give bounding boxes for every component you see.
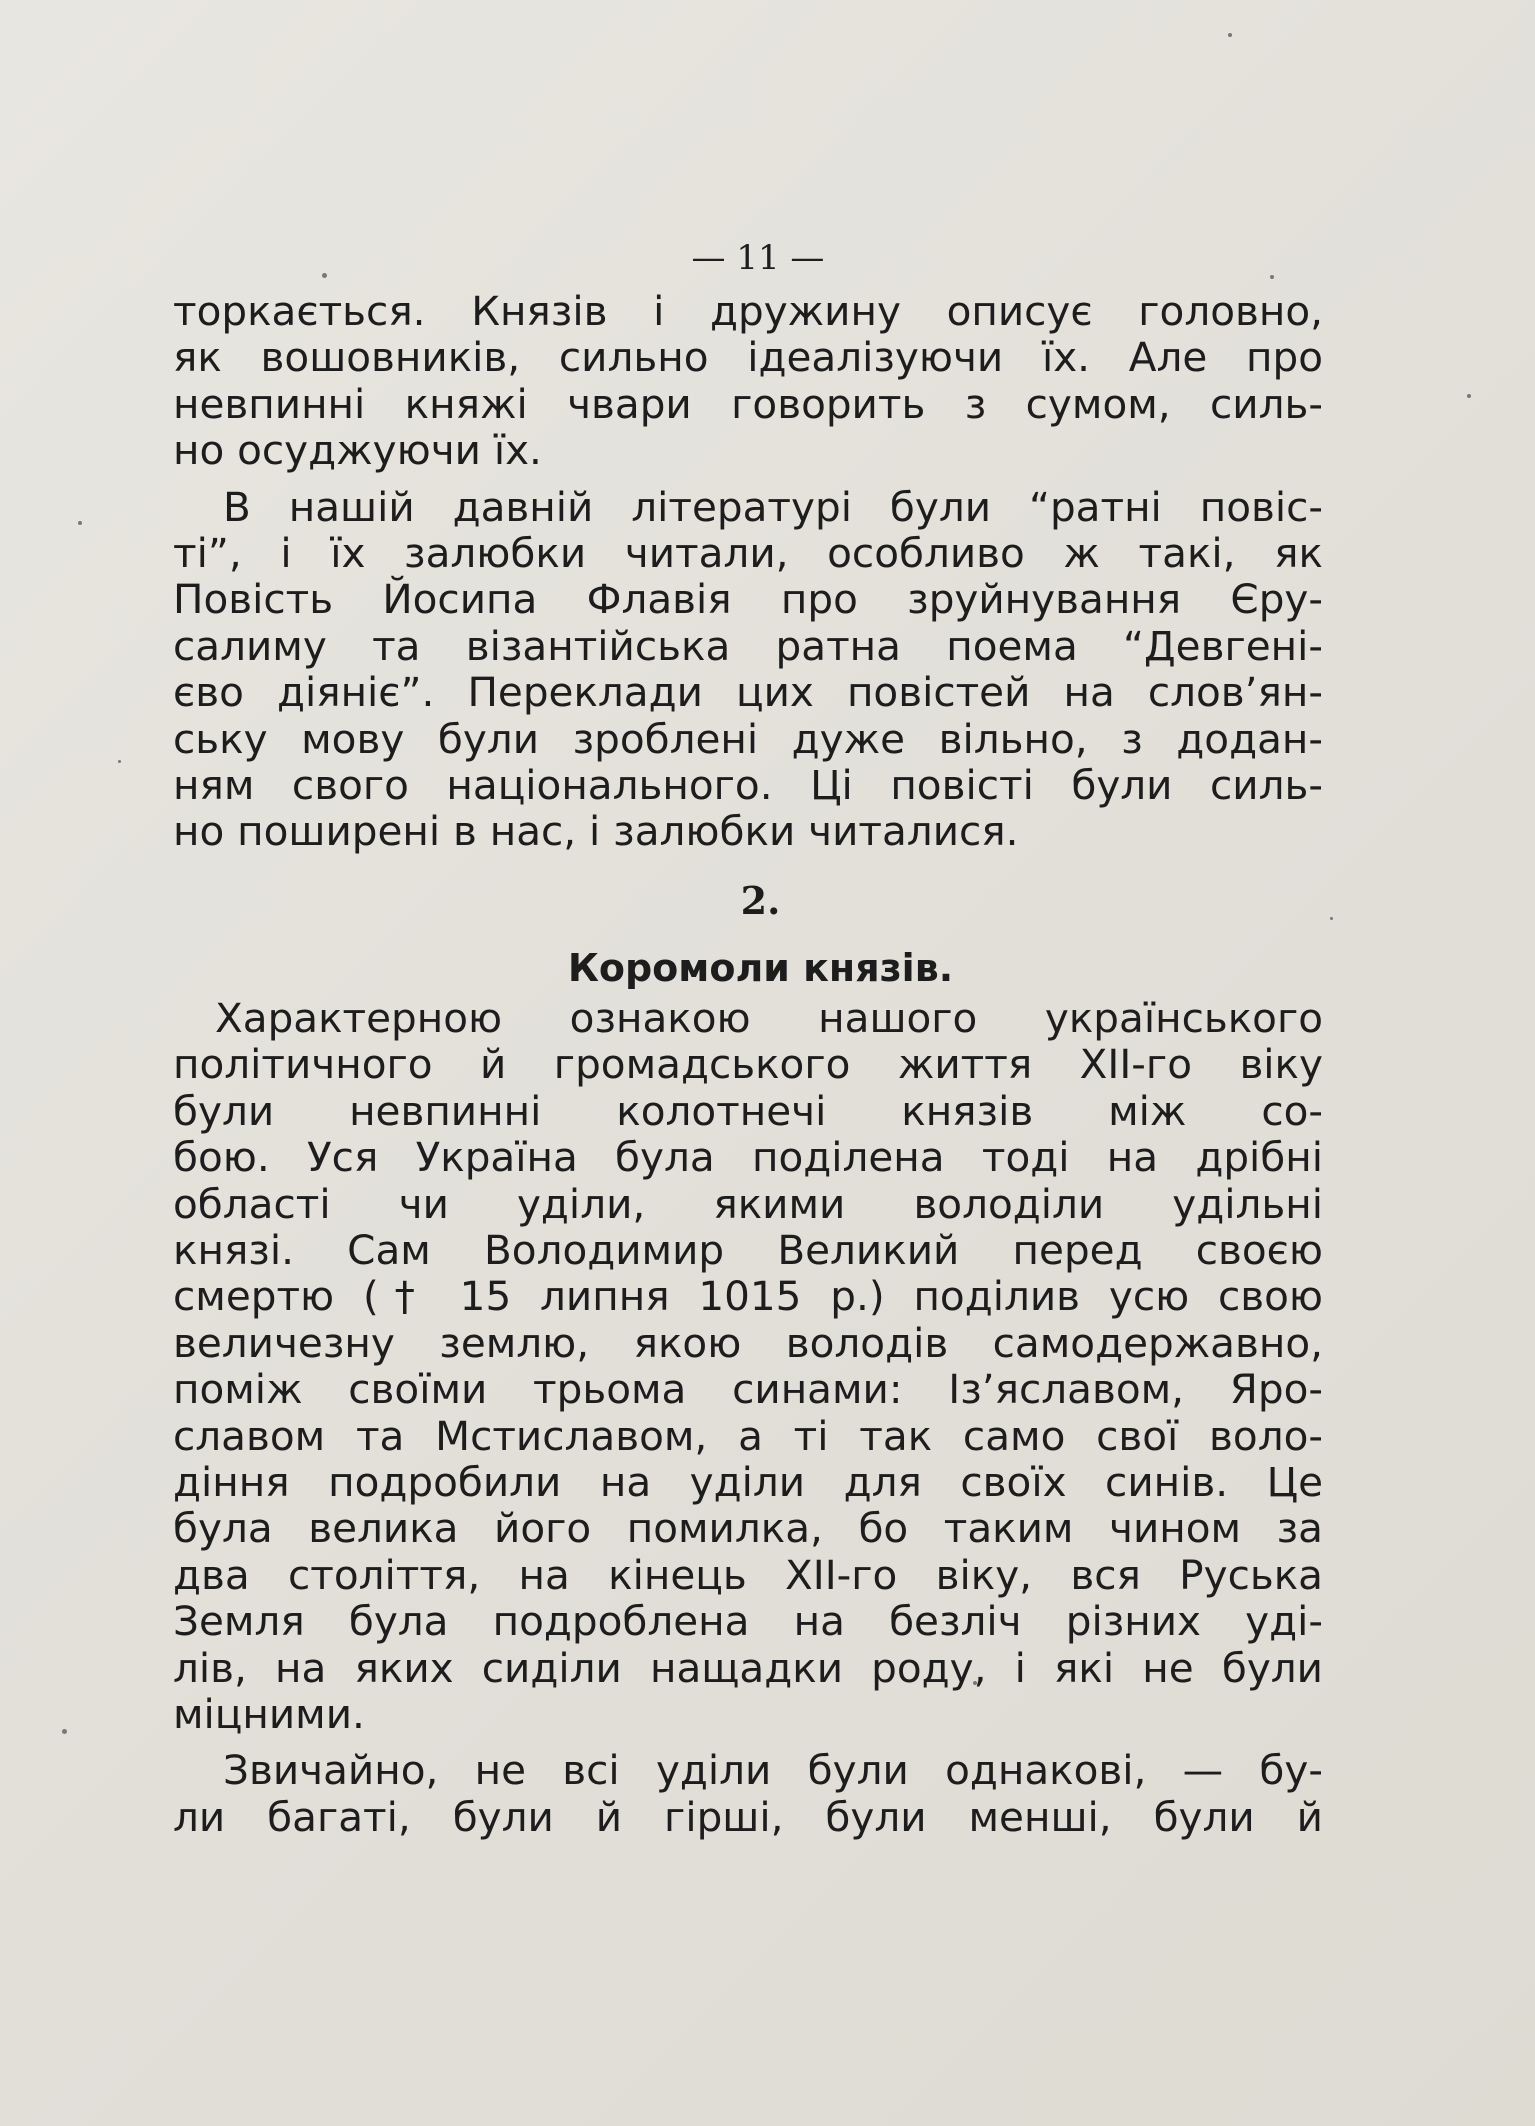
text-line: Повість Йосипа Флавія про зруйнування Єру-: [173, 575, 1323, 624]
ink-speck: [118, 760, 121, 763]
text-line: міцними.: [173, 1689, 365, 1738]
text-line: славом та Мстиславом, а ті так само свої воло-: [173, 1411, 1323, 1460]
text-line: величезну землю, якою володів самодержавно,: [173, 1318, 1323, 1367]
text-line: бою. Уся Україна була поділена тоді на дрібні: [173, 1133, 1323, 1182]
paragraph: [173, 995, 1323, 1738]
text-line: В нашій давній літературі були “ратні повіс-: [223, 482, 1323, 531]
text-line: поміж своїми трьома синами: Із’яславом, Яро-: [173, 1365, 1323, 1414]
text-line: ням свого національного. Ці повісті були силь-: [173, 761, 1323, 810]
text-line: Звичайно, не всі уділи були однакові, — бу-: [223, 1746, 1323, 1795]
text-line: но поширені в нас, і залюбки читалися.: [173, 807, 1019, 856]
ink-speck: [1330, 917, 1333, 920]
section-number: 2.: [740, 877, 781, 923]
text-line: два століття, на кінець XII-го віку, вся Руська: [173, 1550, 1323, 1599]
text-line: єво діяніє”. Переклади цих повістей на слов’ян-: [173, 668, 1323, 717]
text-line: Характерною ознакою нашого українського: [215, 993, 1323, 1042]
text-line: ську мову були зроблені дуже вільно, з додан-: [173, 714, 1323, 763]
text-line: ті”, і їх залюбки читали, особливо ж такі, як: [173, 529, 1323, 578]
ink-speck: [1228, 33, 1232, 37]
text-line: області чи уділи, якими володіли удільні: [173, 1179, 1323, 1228]
paragraph: [173, 484, 1323, 855]
text-line: політичного й громадського життя XII-го віку: [173, 1040, 1323, 1089]
text-line: були невпинні колотнечі князів між со-: [173, 1086, 1323, 1135]
text-line: була велика його помилка, бо таким чином за: [173, 1504, 1323, 1553]
text-line: невпинні княжі чвари говорить з сумом, силь-: [173, 379, 1323, 428]
paragraph: [173, 1747, 1323, 1840]
text-line: лів, на яких сиділи нащадки роду, і які не були: [173, 1643, 1323, 1692]
text-line: як вошовників, сильно ідеалізуючи їх. Але про: [173, 333, 1323, 382]
text-line: торкається. Князів і дружину описує головно,: [173, 287, 1323, 335]
page-number: — 11 —: [691, 238, 825, 278]
ink-speck: [62, 1729, 67, 1734]
text-line: князі. Сам Володимир Великий перед своєю: [173, 1225, 1323, 1274]
page-text: [173, 238, 1323, 1840]
text-line: смертю († 15 липня 1015 р.) поділив усю свою: [173, 1272, 1323, 1321]
text-line: но осуджуючи їх.: [173, 426, 542, 475]
ink-speck: [78, 521, 82, 525]
text-line: Земля була подроблена на безліч різних уді-: [173, 1597, 1323, 1646]
paragraph: [173, 288, 1323, 474]
text-line: салиму та візантійська ратна поема “Девгені-: [173, 621, 1323, 670]
ink-speck: [1467, 394, 1471, 398]
text-line: діння подробили на уділи для своїх синів. Це: [173, 1457, 1323, 1506]
section-title: Коромоли князів.: [567, 945, 954, 990]
text-line: ли багаті, були й гірші, були менші, були й: [173, 1792, 1323, 1841]
